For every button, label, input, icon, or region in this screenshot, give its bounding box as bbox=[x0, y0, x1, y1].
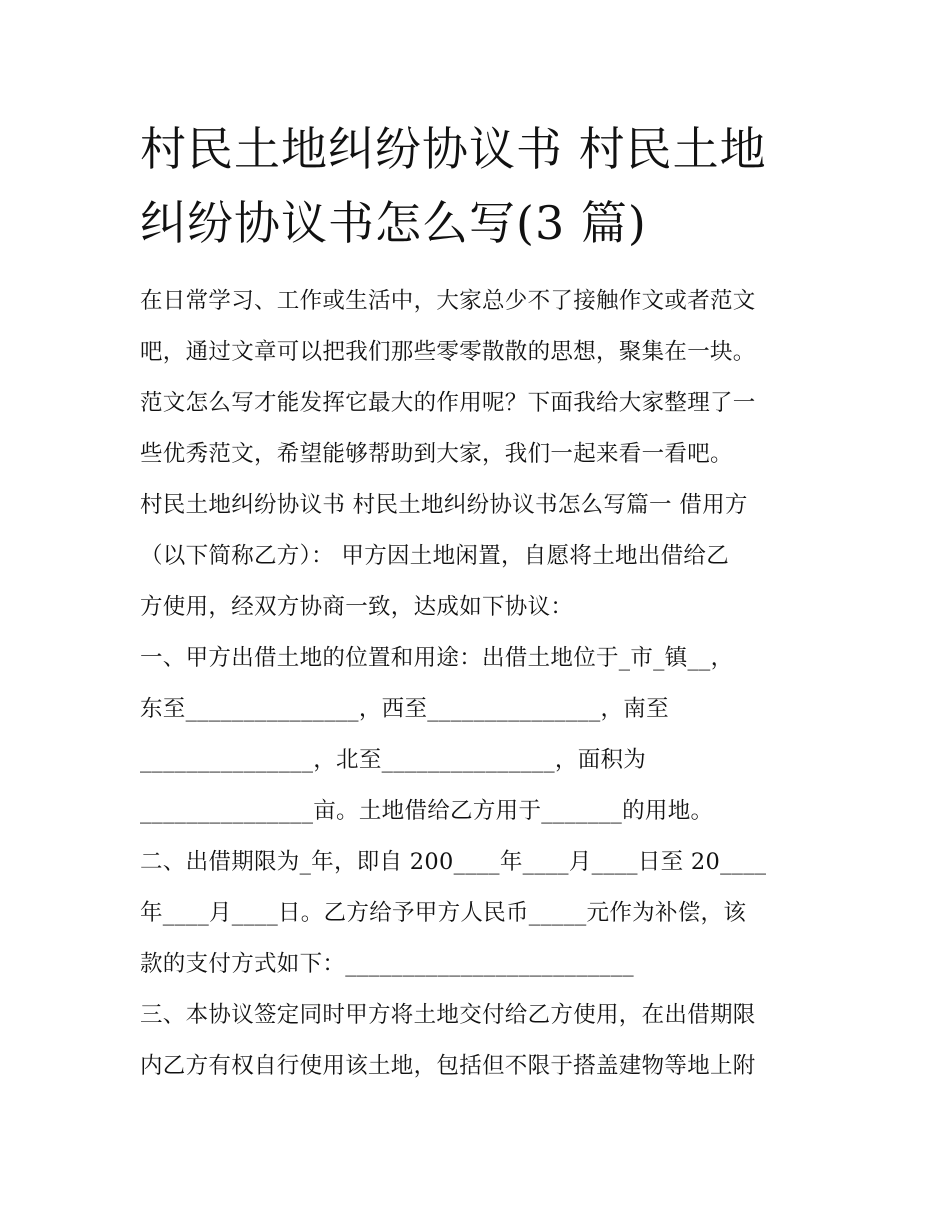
document-body bbox=[140, 276, 820, 1092]
body-line: 二、出借期限为_年，即自 200____年____月____日至 20____ bbox=[140, 849, 767, 875]
body-line: （以下简称乙方）： 甲方因土地闲置，自愿将土地出借给乙 bbox=[140, 543, 730, 569]
body-line: 年____月____日。乙方给予甲方人民币_____元作为补偿，该 bbox=[140, 900, 747, 926]
body-line: 些优秀范文，希望能够帮助到大家，我们一起来看一看吧。 bbox=[140, 441, 733, 467]
body-line: 一、甲方出借土地的位置和用途：出借土地位于_市_镇__， bbox=[140, 645, 734, 671]
body-line: 方使用，经双方协商一致，达成如下协议： bbox=[140, 594, 574, 620]
body-line: 范文怎么写才能发挥它最大的作用呢？下面我给大家整理了一 bbox=[140, 390, 756, 416]
title-line-2: 纠纷协议书怎么写(3 篇) bbox=[140, 196, 647, 250]
body-line: 村民土地纠纷协议书 村民土地纠纷协议书怎么写篇一 借用方 bbox=[140, 492, 748, 518]
body-line: 在日常学习、工作或生活中，大家总少不了接触作文或者范文 bbox=[140, 288, 756, 314]
body-line: 款的支付方式如下：_________________________ bbox=[140, 951, 634, 977]
body-line: 内乙方有权自行使用该土地，包括但不限于搭盖建物等地上附 bbox=[140, 1053, 756, 1079]
body-line: 东至_______________，西至_______________，南至 bbox=[140, 696, 669, 722]
document-title bbox=[140, 112, 830, 260]
body-line: _______________，北至_______________，面积为 bbox=[140, 747, 647, 773]
body-line: 吧，通过文章可以把我们那些零零散散的思想，聚集在一块。 bbox=[140, 339, 756, 365]
body-line: _______________亩。土地借给乙方用于_______的用地。 bbox=[140, 798, 714, 824]
title-line-1: 村民土地纠纷协议书 村民土地 bbox=[140, 122, 767, 176]
body-line: 三、本协议签定同时甲方将土地交付给乙方使用，在出借期限 bbox=[140, 1002, 756, 1028]
